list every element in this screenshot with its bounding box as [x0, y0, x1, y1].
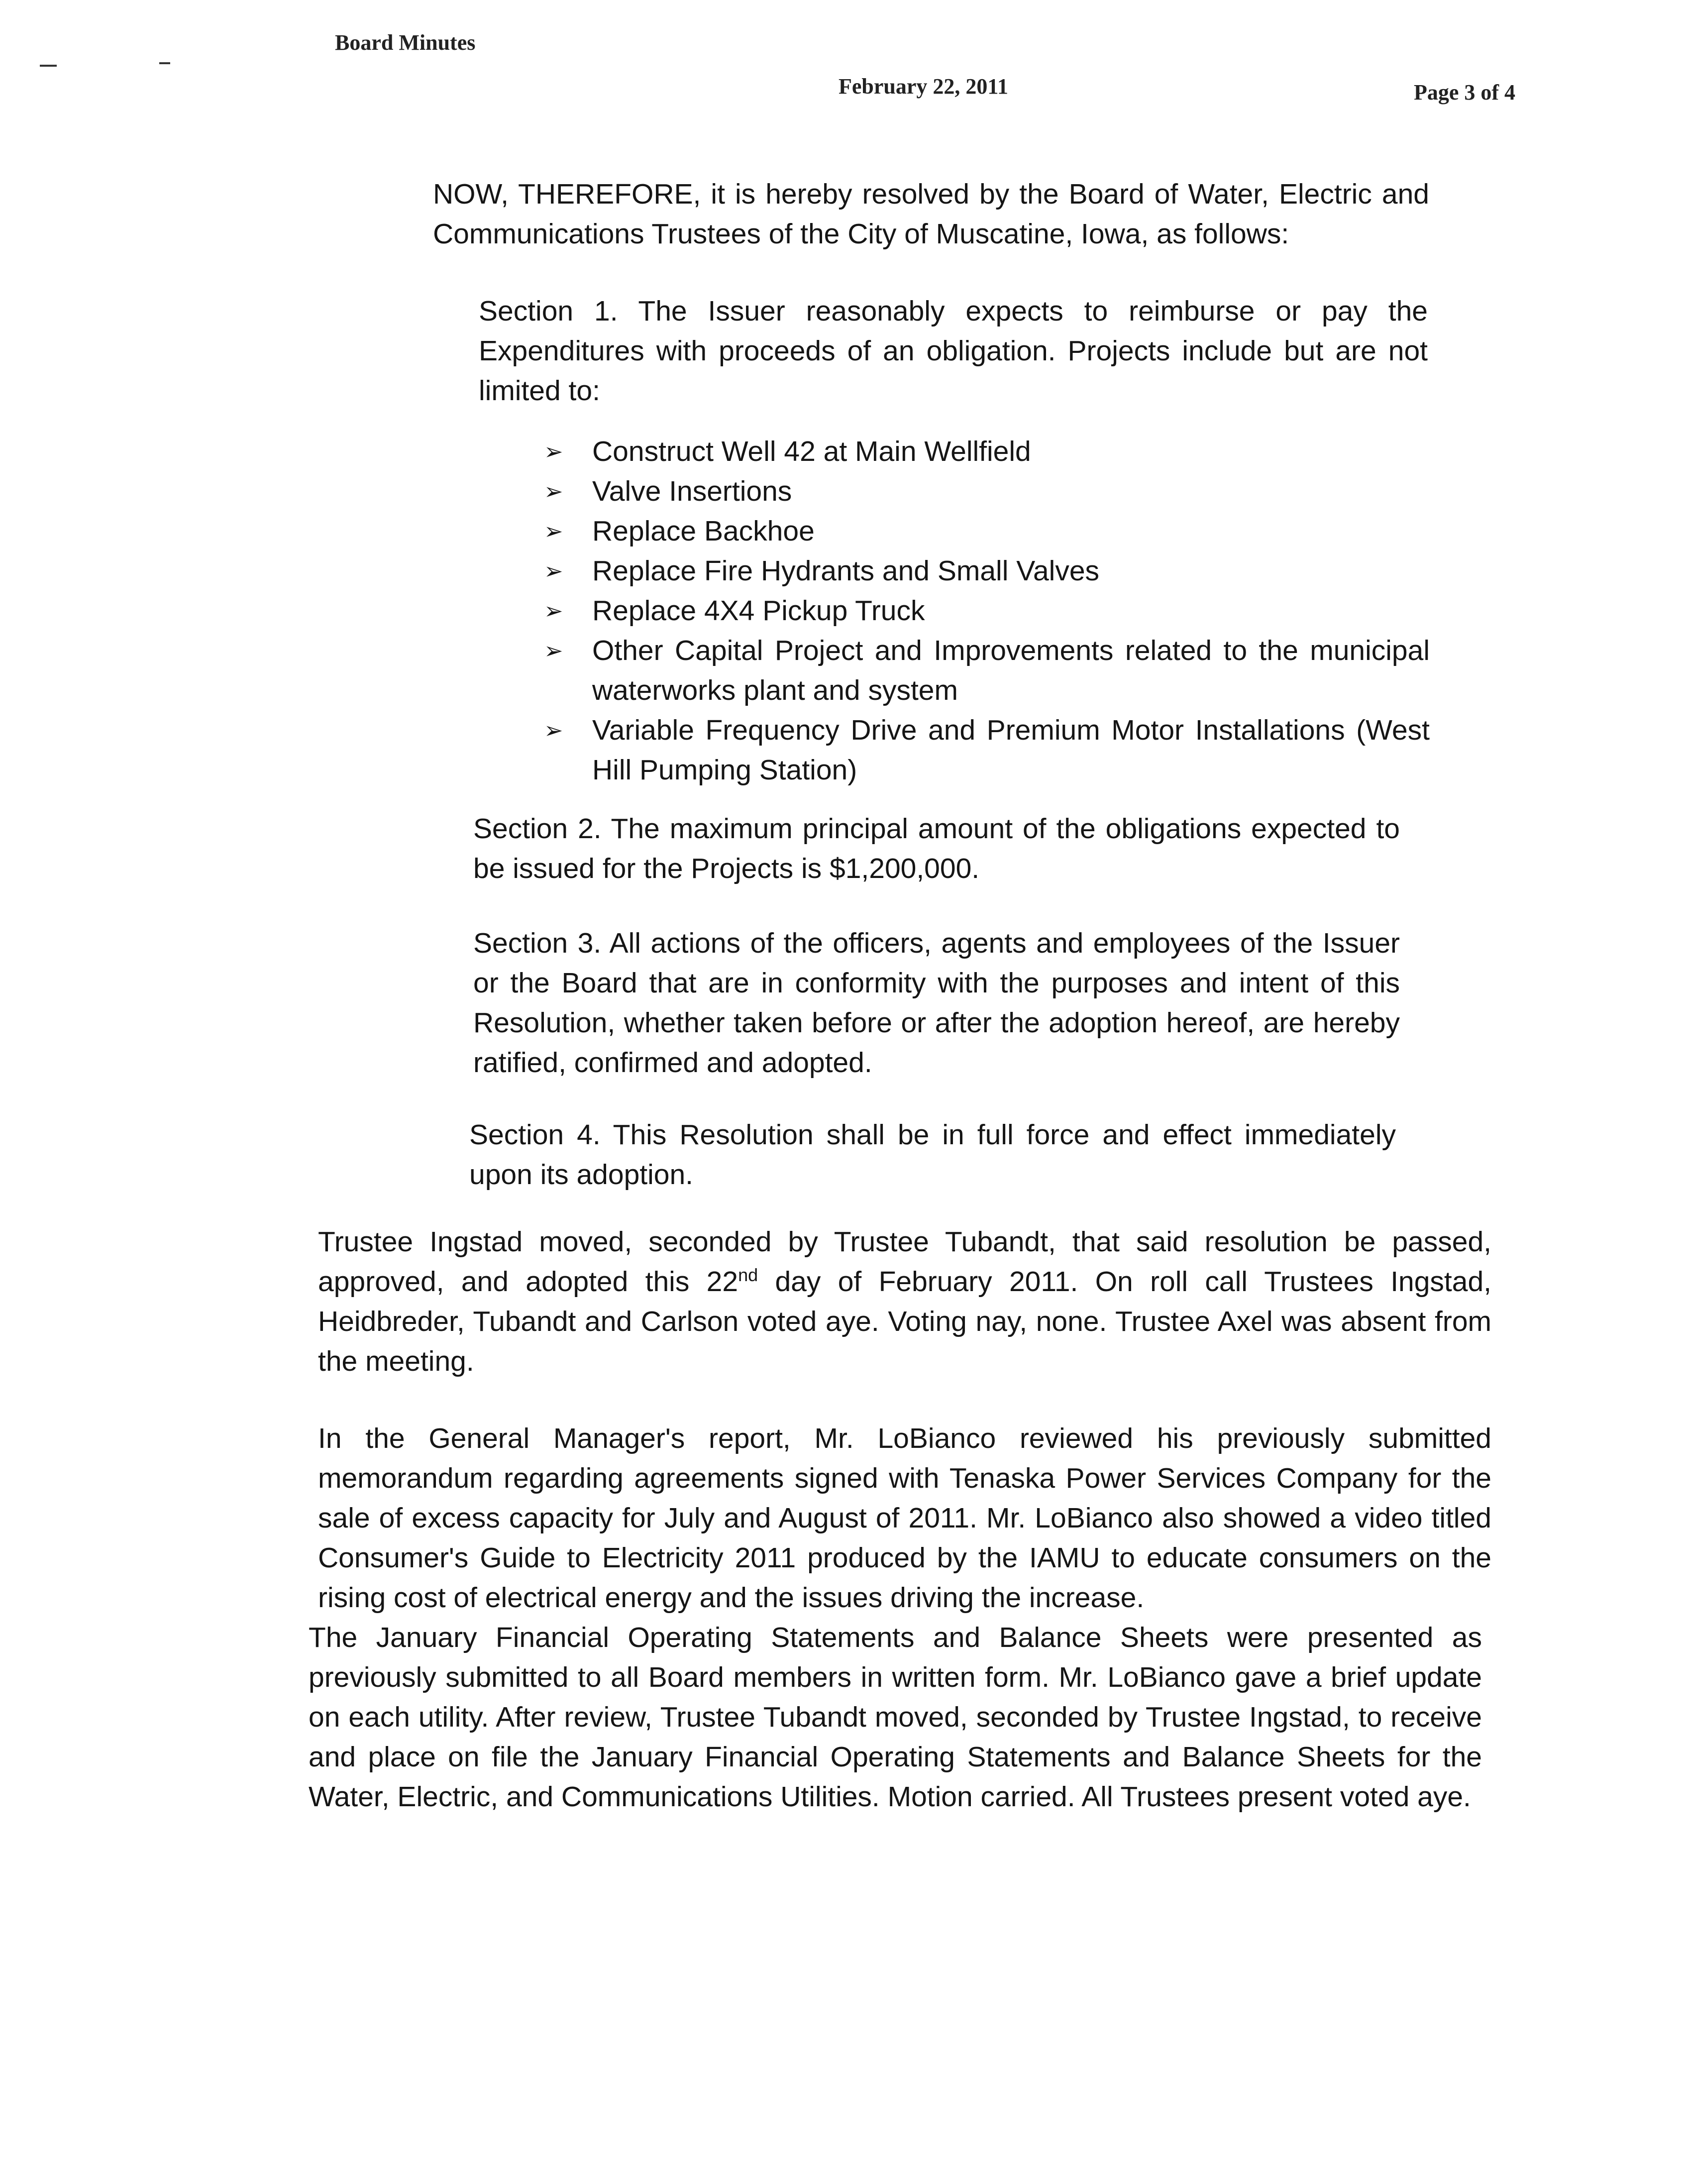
- project-list: [544, 432, 1430, 790]
- vote-text-b: day of February 2011. On roll call Trustees Ingstad, Heidbreder, Tubandt and Carlson voted aye. Voting nay, none. Trustee Axel was absent from the meeting.: [318, 1266, 1492, 1377]
- scan-artifact: [159, 62, 170, 64]
- vote-text: [318, 1222, 1491, 1381]
- section-1-text: Section 1. The Issuer reasonably expects to reimburse or pay the Expenditures with proceeds of an obligation. Projects include but are not limited to:: [479, 295, 1428, 407]
- list-item: [544, 471, 1430, 511]
- header-title: Board Minutes: [335, 30, 476, 55]
- vote-paragraph: [318, 1222, 1491, 1381]
- vote-text-a: Trustee Ingstad moved, seconded by Trustee Tubandt, that said resolution be passed, approved, and adopted this 22: [318, 1226, 1491, 1298]
- section-2: [473, 809, 1400, 888]
- section-2-text: Section 2. The maximum principal amount of the obligations expected to be issued for the Projects is $1,200,000.: [473, 813, 1400, 884]
- header-date: February 22, 2011: [839, 74, 1008, 99]
- section-1: [479, 291, 1428, 411]
- project-text: Replace 4X4 Pickup Truck: [592, 595, 925, 627]
- gm-report-paragraph: [318, 1419, 1491, 1618]
- resolution-intro: [433, 174, 1429, 254]
- arrow-bullet-icon: ➢: [544, 717, 563, 743]
- list-item: [544, 511, 1430, 551]
- ordinal-suffix: nd: [738, 1265, 758, 1285]
- financials-paragraph: [309, 1618, 1482, 1817]
- financials-text: The January Financial Operating Statements and Balance Sheets were presented as previously submitted to all Board members in written form. Mr. LoBianco gave a brief update on each utility. After review, Trustee Tubandt moved, seconded by Trustee Ingstad, to receive and place on file the January Financial Operating Statements and Balance Sheets for the Water, Electric, and Communications Utilities. Motion carried. All Trustees present voted aye.: [309, 1622, 1482, 1813]
- project-text: Valve Insertions: [592, 475, 792, 507]
- resolution-intro-text: NOW, THEREFORE, it is hereby resolved by the Board of Water, Electric and Communications Trustees of the City of Muscatine, Iowa, as follows:: [433, 178, 1429, 250]
- scan-artifact: [40, 65, 57, 67]
- arrow-bullet-icon: ➢: [544, 518, 563, 544]
- arrow-bullet-icon: ➢: [544, 638, 563, 663]
- section-4: [469, 1115, 1396, 1195]
- list-item: [544, 710, 1430, 790]
- arrow-bullet-icon: ➢: [544, 478, 563, 504]
- section-4-text: Section 4. This Resolution shall be in full force and effect immediately upon its adoption.: [469, 1119, 1396, 1191]
- gm-report-text: In the General Manager's report, Mr. LoBianco reviewed his previously submitted memorandum regarding agreements signed with Tenaska Power Services Company for the sale of excess capacity for July and August of 2011. Mr. LoBianco also showed a video titled Consumer's Guide to Electricity 2011 produced by the IAMU to educate consumers on the rising cost of electrical energy and the issues driving the increase.: [318, 1422, 1491, 1614]
- project-text: Other Capital Project and Improvements related to the municipal waterworks plant and system: [592, 635, 1430, 706]
- list-item: [544, 551, 1430, 591]
- list-item: [544, 631, 1430, 710]
- arrow-bullet-icon: ➢: [544, 558, 563, 584]
- project-text: Construct Well 42 at Main Wellfield: [592, 436, 1031, 467]
- project-text: Variable Frequency Drive and Premium Motor Installations (West Hill Pumping Station): [592, 714, 1430, 786]
- project-text: Replace Fire Hydrants and Small Valves: [592, 555, 1100, 587]
- project-text: Replace Backhoe: [592, 515, 815, 547]
- section-3: [473, 923, 1400, 1083]
- section-3-text: Section 3. All actions of the officers, agents and employees of the Issuer or the Board that are in conformity with the purposes and intent of this Resolution, whether taken before or after the adoption hereof, are hereby ratified, confirmed and adopted.: [473, 927, 1400, 1079]
- list-item: [544, 432, 1430, 471]
- arrow-bullet-icon: ➢: [544, 598, 563, 624]
- list-item: [544, 591, 1430, 631]
- header-page-number: Page 3 of 4: [1414, 80, 1516, 105]
- arrow-bullet-icon: ➢: [544, 438, 563, 464]
